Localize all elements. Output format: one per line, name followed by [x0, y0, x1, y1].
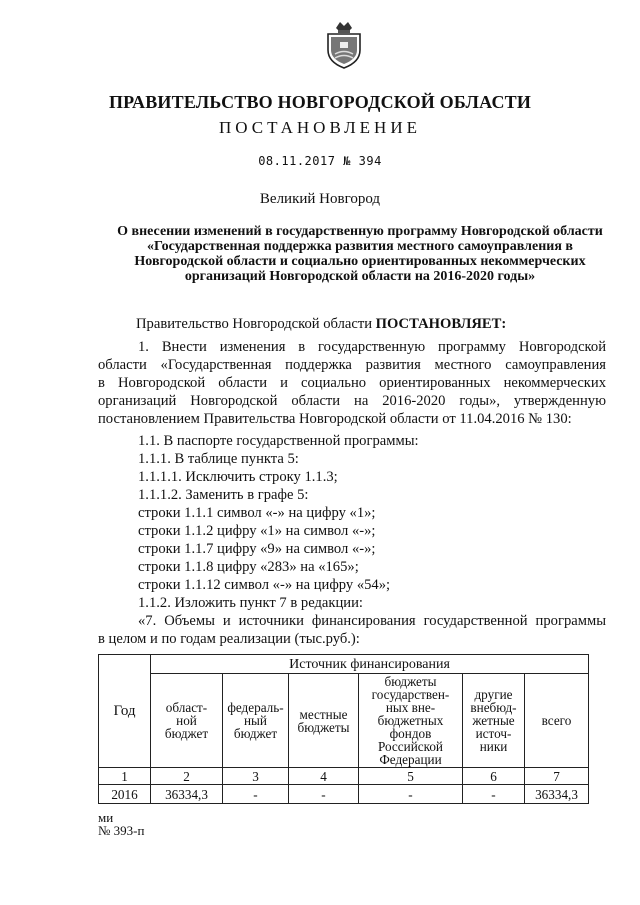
- table-cell: 36334,3: [525, 785, 589, 804]
- table-cell: 36334,3: [151, 785, 223, 804]
- column-number: 2: [151, 768, 223, 785]
- column-number: 6: [463, 768, 525, 785]
- col-header-total: всего: [525, 674, 589, 768]
- paragraph-1-line-3: в Новгородской области и социально ориентированных некоммерческих: [98, 375, 606, 391]
- list-item: строки 1.1.8 цифру «283» на «165»;: [138, 559, 359, 575]
- list-item: строки 1.1.7 цифру «9» на символ «-»;: [138, 541, 376, 557]
- col-header-local-budgets: местные бюджеты: [289, 674, 359, 768]
- column-number: 3: [223, 768, 289, 785]
- document-type: ПОСТАНОВЛЕНИЕ: [218, 118, 421, 137]
- col-header-regional-budget: област- ной бюджет: [151, 674, 223, 768]
- col-header-federal-budget: федераль- ный бюджет: [223, 674, 289, 768]
- source-header: Источник финансирования: [151, 655, 589, 674]
- table-cell: -: [463, 785, 525, 804]
- column-number: 5: [359, 768, 463, 785]
- paragraph-1-line-4: организаций Новгородской области на 2016-2020 годы», утвержденную: [98, 393, 606, 409]
- resolves-keyword: ПОСТАНОВЛЯЕТ:: [375, 316, 507, 332]
- list-item: строки 1.1.1 символ «-» на цифру «1»;: [138, 505, 376, 521]
- table-cell: 2016: [99, 785, 151, 804]
- document-city: Великий Новгород: [259, 191, 381, 207]
- column-number: 1: [99, 768, 151, 785]
- col-header-other-sources: другие внебюд- жетные источ- ники: [463, 674, 525, 768]
- footer-mark: ми: [98, 810, 114, 825]
- column-number: 4: [289, 768, 359, 785]
- list-item: 1.1.1.1. Исключить строку 1.1.3;: [138, 469, 338, 485]
- paragraph-1-line-2: области «Государственная поддержка развития местного самоуправления: [98, 357, 606, 373]
- footer-reference: № 393-п: [98, 823, 145, 838]
- resolves-prefix: Правительство Новгородской области: [136, 316, 376, 332]
- list-item: строки 1.1.12 символ «-» на цифру «54»;: [138, 577, 391, 593]
- column-number: 7: [525, 768, 589, 785]
- paragraph-1-line-1: 1. Внести изменения в государственную программу Новгородской: [138, 339, 606, 355]
- list-item: 1.1.2. Изложить пункт 7 в редакции:: [138, 595, 363, 611]
- document-subject: О внесении изменений в государственную программу Новгородской области «Государственная поддержка развития местного самоуправления в Новгородской области и социально ориентированных некоммерческих организаций Новгородской области на 2016-2020 годы»: [117, 224, 603, 284]
- financing-table: [98, 654, 589, 804]
- paragraph-1-line-5: постановлением Правительства Новгородской области от 11.04.2016 № 130:: [98, 411, 572, 427]
- table-row: [99, 785, 589, 804]
- list-item: 1.1.1.2. Заменить в графе 5:: [138, 487, 309, 503]
- government-title: ПРАВИТЕЛЬСТВО НОВГОРОДСКОЙ ОБЛАСТИ: [108, 92, 532, 112]
- table-cell: -: [289, 785, 359, 804]
- paragraph-7-line-1: «7. Объемы и источники финансирования государственной программы: [138, 613, 606, 629]
- list-item: 1.1.1. В таблице пункта 5:: [138, 451, 299, 467]
- year-header: Год: [99, 655, 151, 768]
- list-item: 1.1. В паспорте государственной программы:: [138, 433, 419, 449]
- table-cell: -: [223, 785, 289, 804]
- col-header-extrabudgetary-funds: бюджеты государствен- ных вне- бюджетных фондов Российской Федерации: [359, 674, 463, 768]
- paragraph-7-line-2: в целом и по годам реализации (тыс.руб.):: [98, 631, 360, 647]
- resolves-paragraph: [136, 315, 506, 333]
- document-date-number: 08.11.2017 № 394: [258, 154, 382, 168]
- coat-of-arms-icon: [322, 18, 366, 70]
- list-item: строки 1.1.2 цифру «1» на символ «-»;: [138, 523, 376, 539]
- table-cell: -: [359, 785, 463, 804]
